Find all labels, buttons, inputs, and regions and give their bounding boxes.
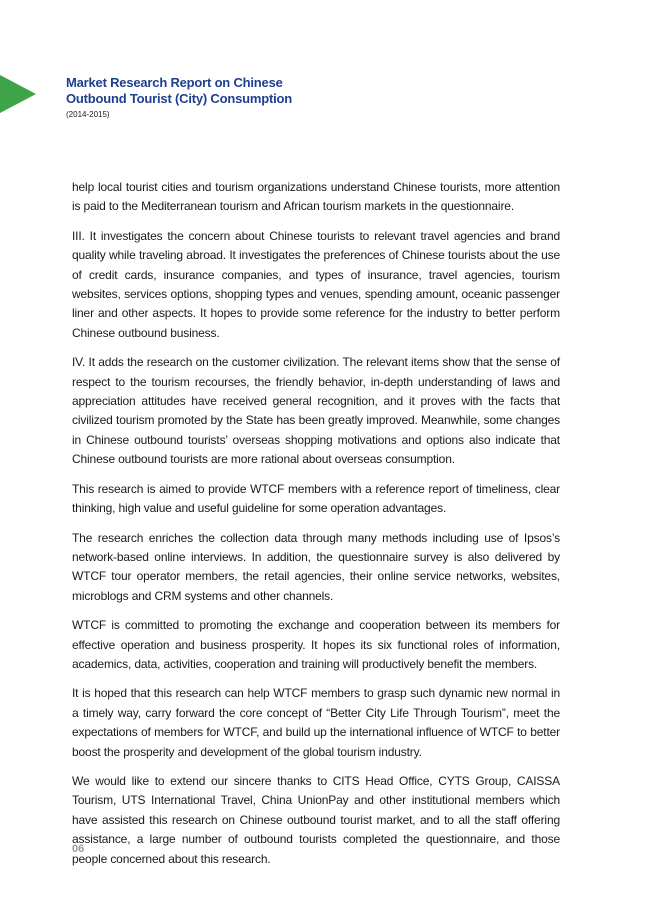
paragraph: It is hoped that this research can help WTCF members to grasp such dynamic new normal in a timely way, carry forward the core concept of “Better City Life Through Tourism”, meet the expectations of members for WTCF, and build up the international influence of WTCF to better boost the prosperity and development of the global tourism industry. bbox=[72, 686, 560, 759]
report-header bbox=[66, 75, 466, 120]
report-years: (2014-2015) bbox=[66, 110, 110, 119]
paragraph: The research enriches the collection data through many methods including use of Ipsos’s network-based online interviews. In addition, the questionnaire survey is also delivered by WTCF tour operator members, the retail agencies, their online service networks, websites, microblogs and CRM systems and other channels. bbox=[72, 530, 560, 603]
report-title-line2: Outbound Tourist (City) Consumption bbox=[66, 91, 292, 106]
body-text bbox=[72, 178, 560, 879]
paragraph: This research is aimed to provide WTCF members with a reference report of timeliness, clear thinking, high value and useful guideline for some operation advantages. bbox=[72, 481, 560, 516]
header-arrow-icon bbox=[0, 75, 36, 113]
paragraph: We would like to extend our sincere thanks to CITS Head Office, CYTS Group, CAISSA Tourism, UTS International Travel, China UnionPay and other institutional members which have assisted this research on Chinese outbound tourist market, and to all the staff offering assistance, a large number of outbound tourists completed the questionnaire, and those people concerned about this research. bbox=[72, 773, 560, 866]
page-number: 06 bbox=[72, 843, 85, 855]
paragraph: III. It investigates the concern about Chinese tourists to relevant travel agencies and brand quality while traveling abroad. It investigates the preferences of Chinese tourists about the use of credit cards, insurance companies, and types of insurance, travel agencies, tourism websites, services options, shopping types and venues, spending amount, oceanic passenger liner and other aspects. It hopes to provide some reference for the industry to better perform Chinese outbound business. bbox=[72, 228, 560, 340]
report-title bbox=[66, 75, 466, 107]
paragraph: help local tourist cities and tourism organizations understand Chinese tourists, more attention is paid to the Mediterranean tourism and African tourism markets in the questionnaire. bbox=[72, 180, 560, 214]
paragraph: WTCF is committed to promoting the exchange and cooperation between its members for effective operation and business prosperity. It hopes its six functional roles of information, academics, data, activities, cooperation and training will productively benefit the members. bbox=[72, 618, 560, 671]
paragraph: IV. It adds the research on the customer civilization. The relevant items show that the sense of respect to the tourism recourses, the friendly behavior, in-depth understanding of laws and appreciation attitudes have received general recognition, and it proves with the facts that civilized tourism promoted by the State has been greatly improved. Meanwhile, some changes in Chinese outbound tourists’ overseas shopping motivations and options also indicate that Chinese outbound tourists are more rational about overseas consumption. bbox=[72, 355, 560, 467]
report-title-line1: Market Research Report on Chinese bbox=[66, 75, 283, 90]
